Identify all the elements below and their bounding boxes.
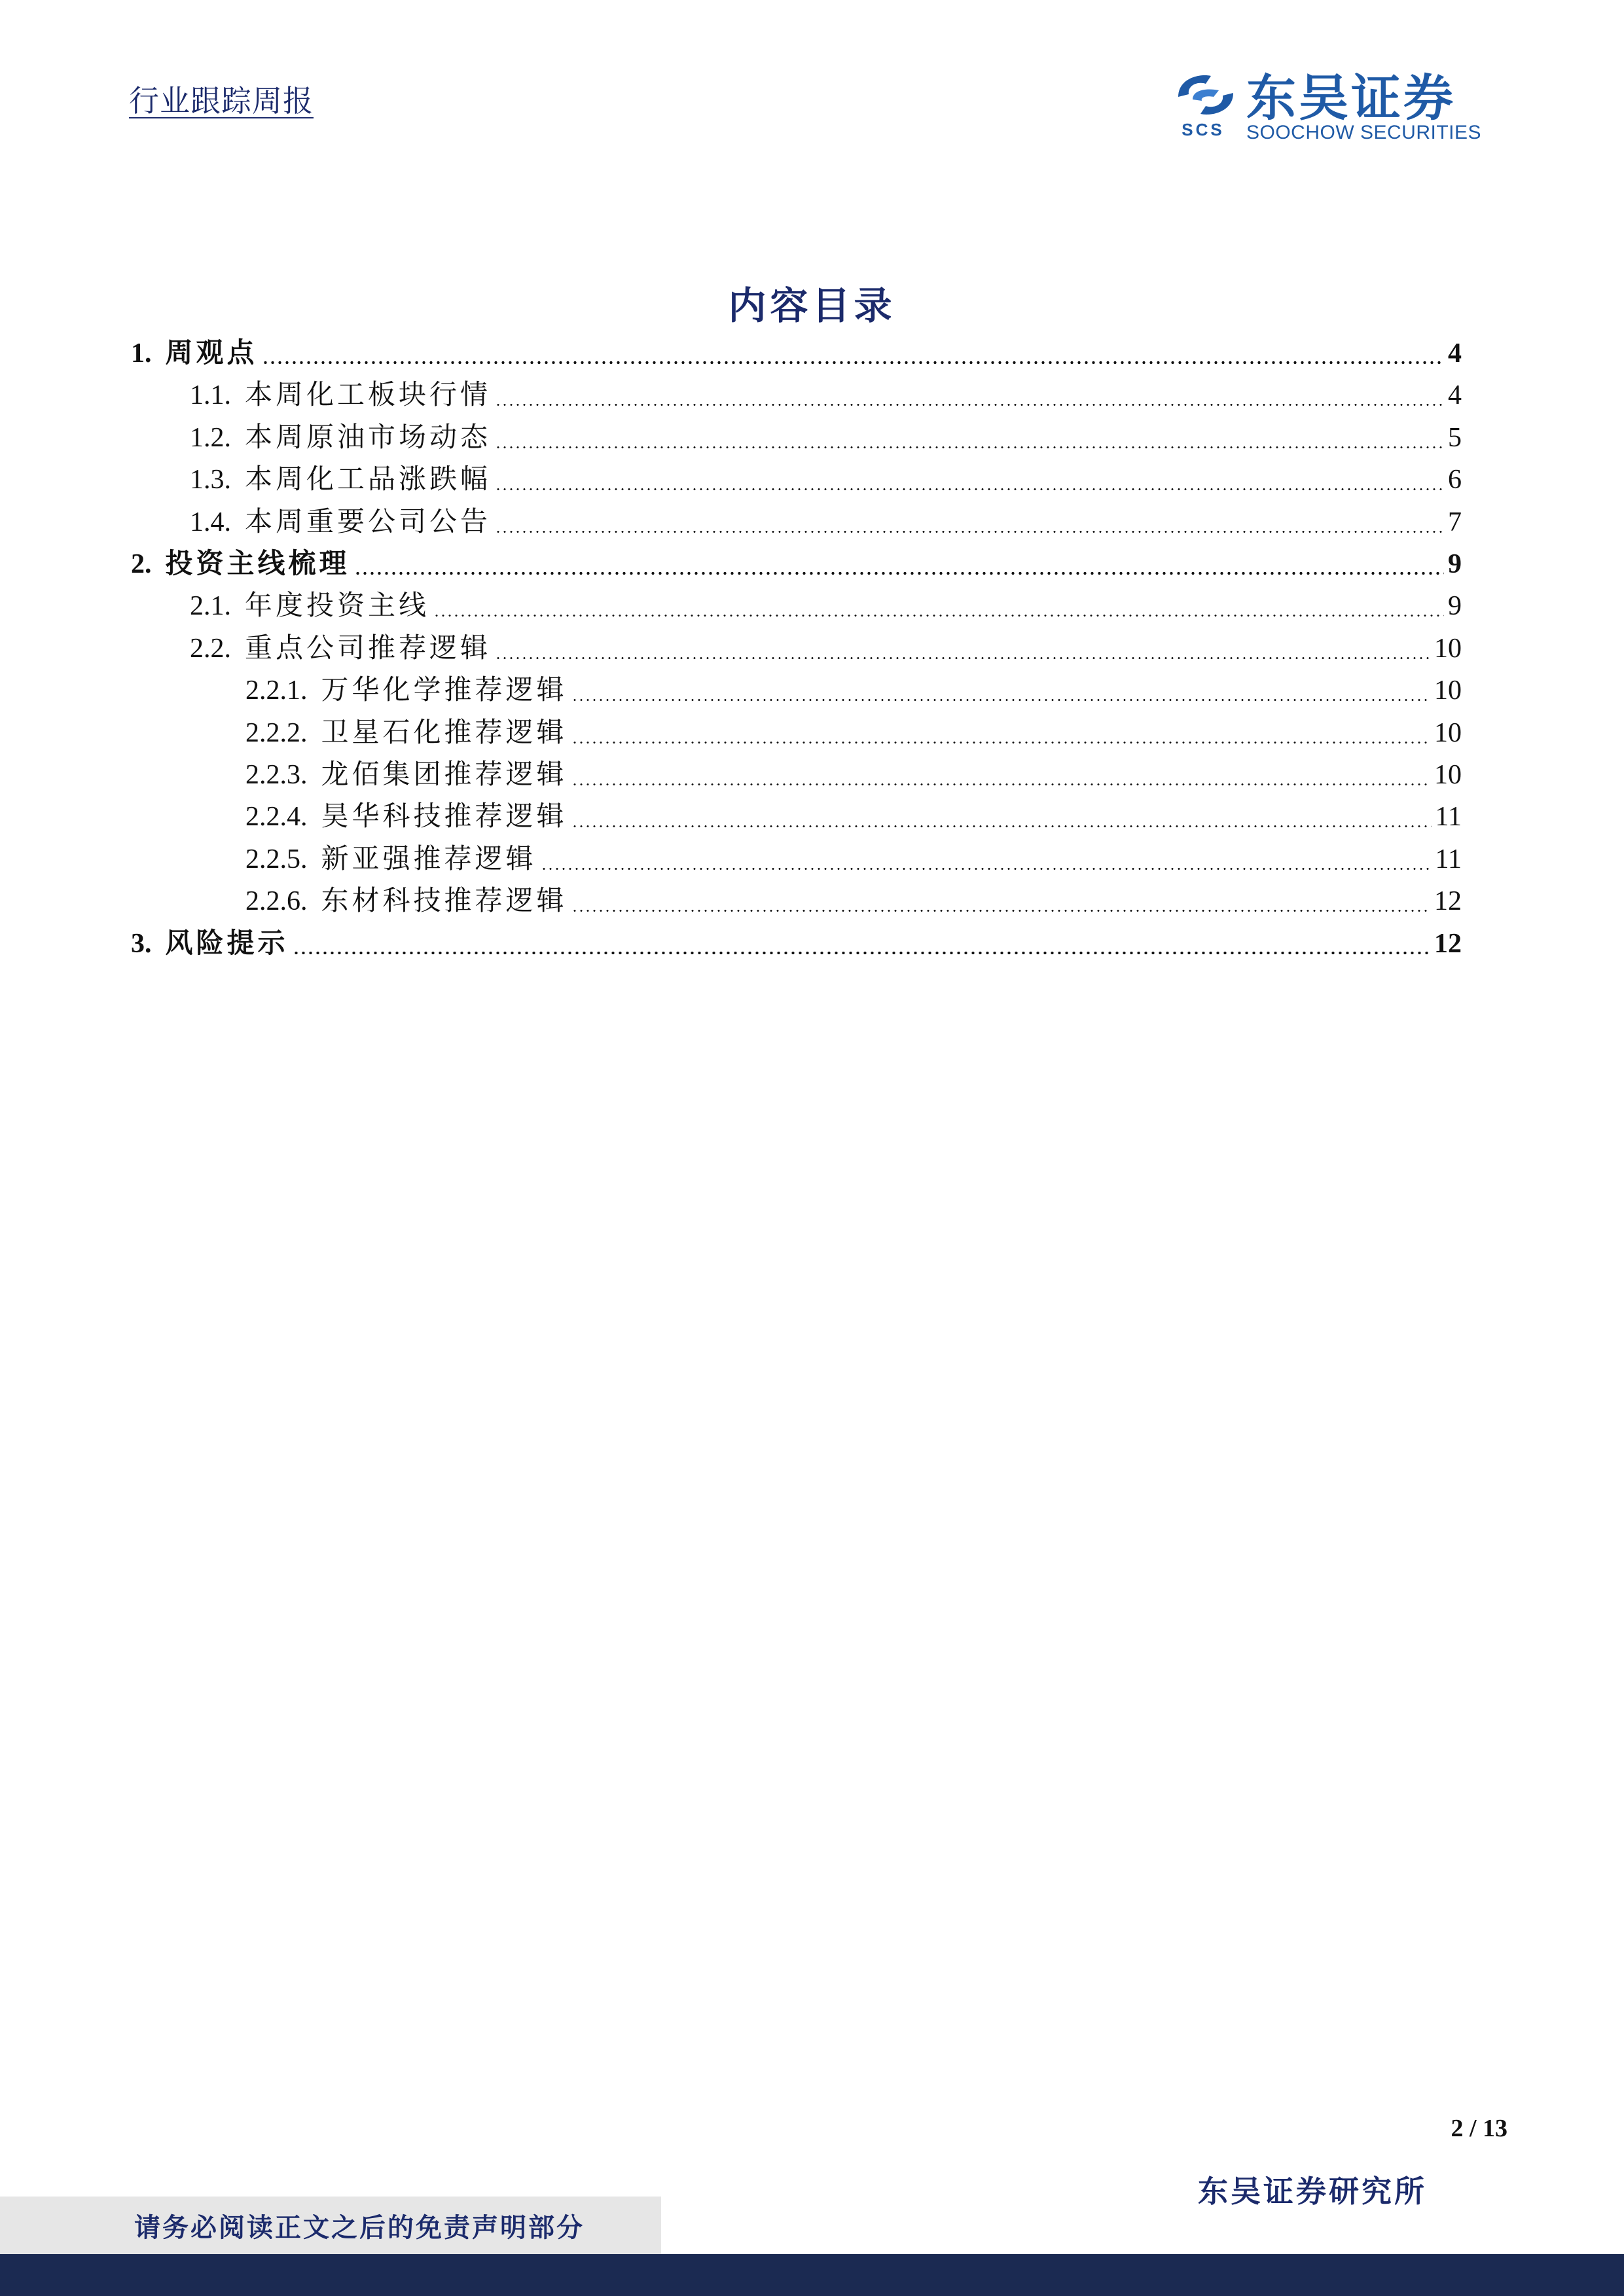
toc-entry[interactable] (245, 838, 1462, 879)
footer-organization: 东吴证券研究所 (1198, 2174, 1427, 2209)
toc-entry-page: 10 (1434, 633, 1462, 664)
toc-dot-leader (433, 615, 1444, 617)
toc-dot-leader (293, 952, 1430, 954)
toc-entry-page: 4 (1448, 338, 1462, 368)
toc-entry-label: 卫星石化推荐逻辑 (321, 715, 568, 748)
toc-entry-number: 2. (131, 549, 166, 579)
toc-entry-page: 10 (1434, 675, 1462, 706)
toc-dot-leader (495, 657, 1430, 659)
toc-entry-number: 1.3. (190, 465, 245, 495)
toc-dot-leader (495, 404, 1444, 406)
toc-dot-leader (571, 910, 1430, 912)
toc-entry-number: 2.2.6. (245, 886, 321, 917)
toc-entry-number: 2.2.3. (245, 760, 321, 790)
toc-dot-leader (571, 783, 1430, 785)
logo-mark-icon (1173, 71, 1238, 120)
toc-entry-page: 6 (1448, 465, 1462, 495)
toc-entry-label: 周观点 (165, 336, 258, 368)
toc-entry-label: 投资主线梳理 (165, 547, 350, 579)
toc-entry[interactable] (245, 796, 1462, 836)
toc-entry-number: 2.1. (190, 591, 245, 622)
toc-entry-number: 2.2.1. (245, 675, 321, 706)
toc-entry-label: 万华化学推荐逻辑 (321, 673, 568, 706)
toc-title: 内容目录 (728, 283, 896, 328)
toc-entry-page: 10 (1434, 717, 1462, 748)
toc-dot-leader (262, 361, 1444, 364)
page-number: 2 / 13 (1451, 2115, 1507, 2142)
toc-dot-leader (354, 572, 1444, 575)
toc-entry-number: 3. (131, 928, 166, 959)
toc-entry[interactable] (190, 501, 1462, 542)
toc-dot-leader (571, 699, 1430, 701)
logo-english-name: SOOCHOW SECURITIES (1246, 122, 1482, 143)
toc-dot-leader (495, 446, 1444, 448)
toc-entry-label: 本周原油市场动态 (245, 420, 492, 453)
toc-entry[interactable] (245, 712, 1462, 753)
report-type-label: 行业跟踪周报 (129, 83, 314, 118)
toc-entry-page: 12 (1434, 886, 1462, 917)
toc-entry-number: 2.2.4. (245, 802, 321, 833)
toc-entry[interactable] (245, 754, 1462, 795)
toc-entry[interactable] (190, 374, 1462, 415)
toc-entry-number: 2.2. (190, 633, 245, 664)
toc-entry[interactable] (190, 628, 1462, 668)
toc-dot-leader (495, 488, 1444, 490)
toc-entry-page: 10 (1434, 760, 1462, 790)
disclaimer-text: 请务必阅读正文之后的免责声明部分 (134, 2212, 585, 2243)
toc-entry[interactable] (190, 585, 1462, 626)
toc-entry-number: 1.1. (190, 380, 245, 411)
toc-entry-page: 9 (1448, 591, 1462, 622)
toc-entry[interactable] (131, 923, 1462, 963)
toc-entry-label: 东材科技推荐逻辑 (321, 884, 568, 917)
toc-dot-leader (541, 868, 1432, 870)
toc-entry-number: 1. (131, 338, 166, 368)
logo-abbreviation: SCS (1182, 120, 1225, 139)
toc-entry[interactable] (190, 459, 1462, 499)
toc-entry-label: 风险提示 (165, 926, 289, 959)
toc-entry-number: 2.2.5. (245, 844, 321, 874)
toc-entry-page: 11 (1435, 802, 1462, 833)
toc-dot-leader (495, 531, 1444, 533)
toc-entry-number: 1.4. (190, 507, 245, 537)
toc-entry-label: 本周化工板块行情 (245, 378, 492, 411)
toc-entry-page: 12 (1434, 928, 1462, 959)
toc-entry-page: 7 (1448, 507, 1462, 537)
toc-entry-page: 9 (1448, 549, 1462, 579)
footer-bar (0, 2254, 1624, 2296)
toc-entry-label: 新亚强推荐逻辑 (321, 842, 537, 874)
toc-entry-number: 2.2.2. (245, 717, 321, 748)
toc-entry[interactable] (190, 417, 1462, 457)
toc-entry-page: 11 (1435, 844, 1462, 874)
toc-dot-leader (571, 825, 1432, 827)
toc-entry-label: 本周重要公司公告 (245, 505, 492, 537)
toc-entry[interactable] (245, 670, 1462, 710)
toc-dot-leader (571, 742, 1430, 744)
toc-entry-page: 5 (1448, 422, 1462, 453)
toc-entry-label: 年度投资主线 (245, 589, 430, 622)
toc-entry-label: 本周化工品涨跌幅 (245, 463, 492, 495)
toc-entry-page: 4 (1448, 380, 1462, 411)
toc-entry-label: 龙佰集团推荐逻辑 (321, 758, 568, 790)
toc-entry-label: 昊华科技推荐逻辑 (321, 800, 568, 833)
toc-entry[interactable] (131, 332, 1462, 373)
toc-entry-number: 1.2. (190, 422, 245, 453)
toc-entry[interactable] (131, 543, 1462, 584)
toc-entry-label: 重点公司推荐逻辑 (245, 631, 492, 664)
logo-chinese-name: 东吴证券 (1246, 69, 1456, 127)
toc-entry[interactable] (245, 880, 1462, 921)
